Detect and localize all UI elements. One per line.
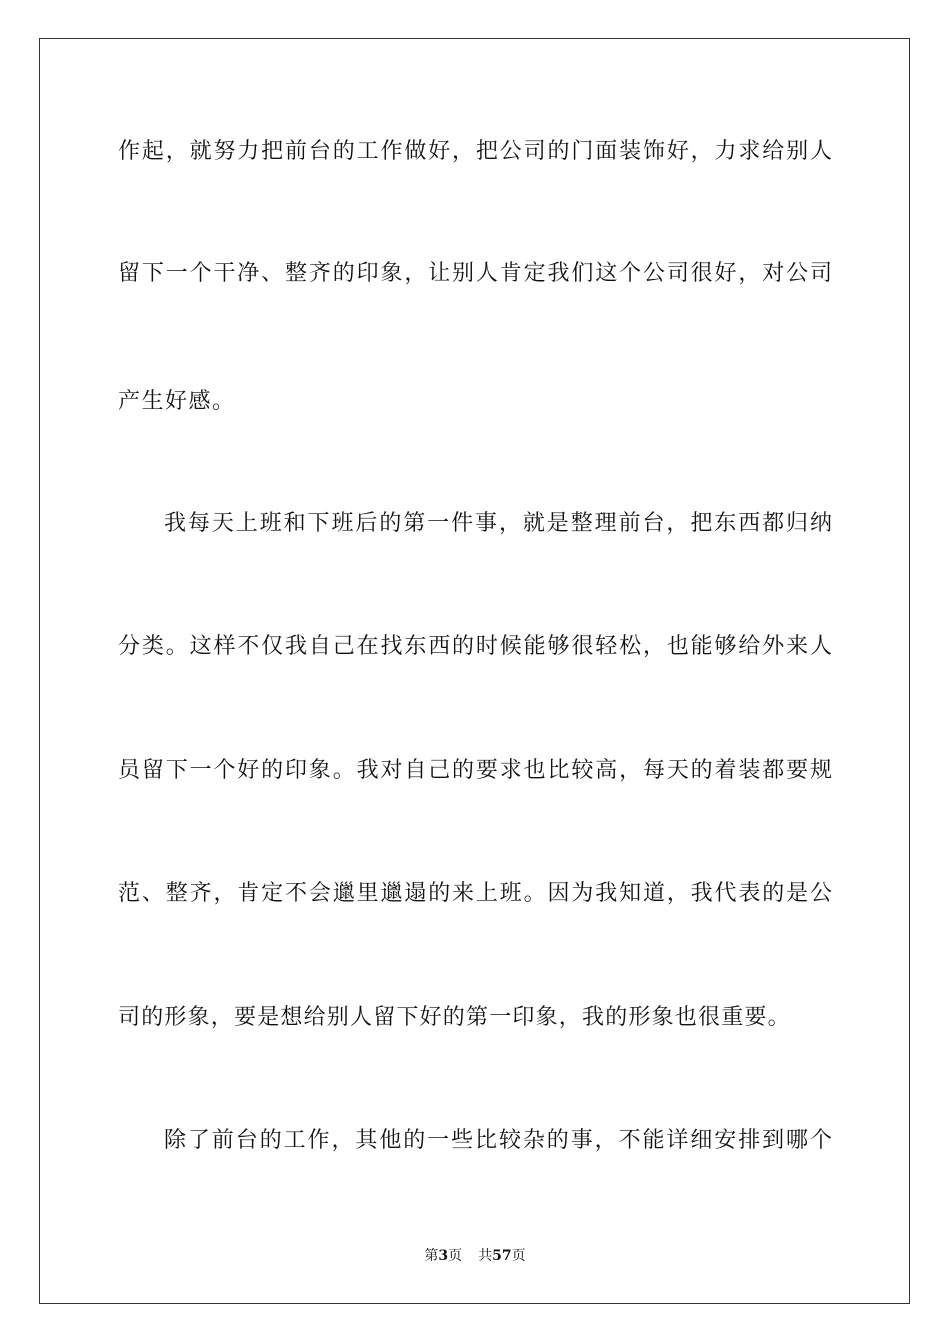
paragraph-line-3: 产生好感。 xyxy=(118,389,236,414)
page-footer xyxy=(0,1247,950,1265)
paragraph-line-7: 范、整齐，肯定不会邋里邋遢的来上班。因为我知道，我代表的是公 xyxy=(118,881,832,906)
paragraph-line-5: 分类。这样不仅我自己在找东西的时候能够很轻松，也能够给外来人 xyxy=(118,634,832,659)
paragraph-line-4: 我每天上班和下班后的第一件事，就是整理前台，把东西都归纳 xyxy=(164,511,832,536)
footer-total-suffix: 页 xyxy=(511,1248,526,1264)
footer-page-number: 3 xyxy=(438,1248,449,1264)
paragraph-line-6: 员留下一个好的印象。我对自己的要求也比较高，每天的着装都要规 xyxy=(118,758,832,783)
footer-total-pages: 57 xyxy=(492,1248,512,1264)
paragraph-line-1: 作起，就努力把前台的工作做好，把公司的门面装饰好，力求给别人 xyxy=(118,139,832,164)
footer-page-suffix: 页 xyxy=(448,1248,463,1264)
paragraph-line-9: 除了前台的工作，其他的一些比较杂的事，不能详细安排到哪个 xyxy=(164,1128,832,1153)
paragraph-line-8: 司的形象，要是想给别人留下好的第一印象，我的形象也很重要。 xyxy=(118,1005,791,1030)
footer-page-prefix: 第 xyxy=(424,1248,439,1264)
paragraph-line-2: 留下一个干净、整齐的印象，让别人肯定我们这个公司很好，对公司 xyxy=(118,261,832,286)
footer-total-prefix: 共 xyxy=(478,1248,493,1264)
page-border xyxy=(39,38,910,1304)
